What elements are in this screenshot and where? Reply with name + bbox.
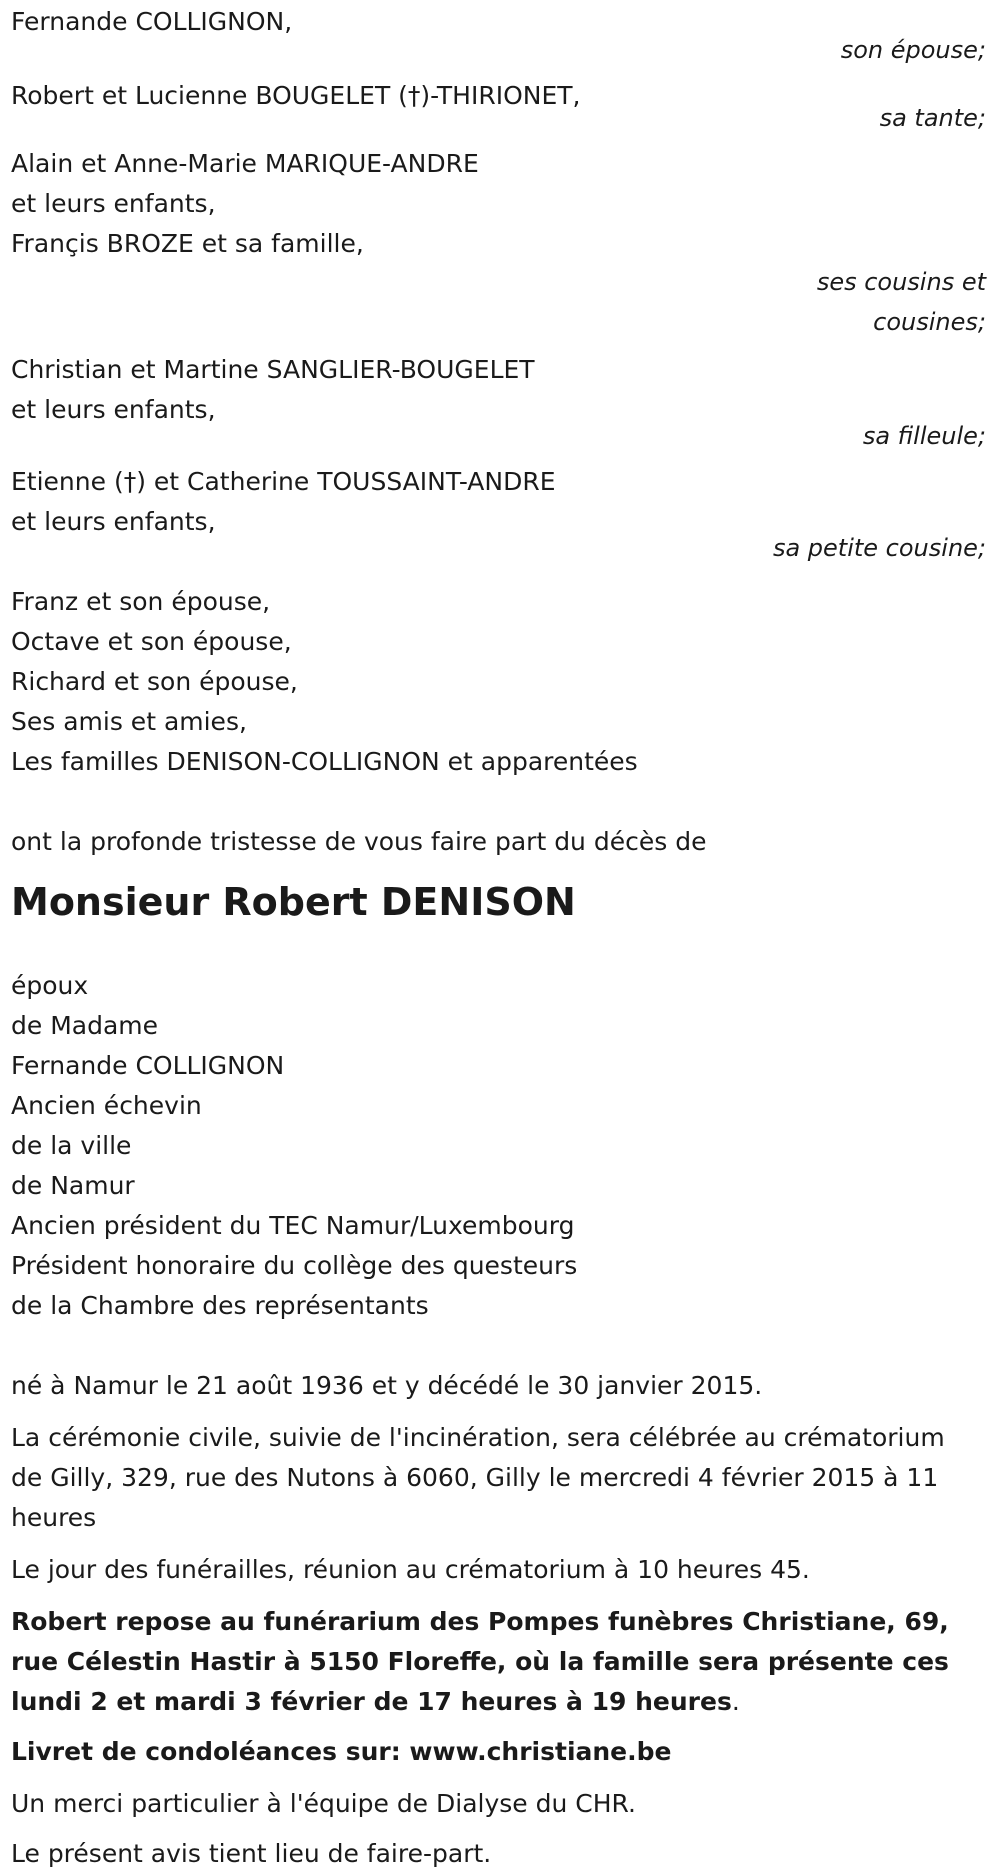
titles-list (11, 966, 988, 1326)
title-line: Fernande COLLIGNON (11, 1051, 285, 1080)
family-line: et leurs enfants, (11, 507, 216, 536)
family-line: et leurs enfants, (11, 395, 216, 424)
relation-label: son épouse; (840, 36, 986, 64)
relation-label: cousines; (873, 308, 986, 336)
others-list (11, 582, 988, 782)
title-line: de la ville (11, 1131, 132, 1160)
title-line: de la Chambre des représentants (11, 1291, 429, 1320)
family-line: Robert et Lucienne BOUGELET (†)-THIRIONET, (11, 81, 581, 110)
title-line: Ancien président du TEC Namur/Luxembourg (11, 1211, 575, 1240)
visitation-info (11, 1602, 986, 1722)
others-line: Richard et son épouse, (11, 667, 298, 696)
relation-label: ses cousins et (816, 268, 986, 296)
family-line: Etienne (†) et Catherine TOUSSAINT-ANDRE (11, 467, 556, 496)
family-line: Christian et Martine SANGLIER-BOUGELET (11, 355, 535, 384)
birth-death: né à Namur le 21 août 1936 et y décédé le 30 janvier 2015. (11, 1371, 763, 1400)
condolences-link[interactable]: Livret de condoléances sur: www.christiane.be (11, 1737, 672, 1766)
thanks-note: Un merci particulier à l'équipe de Dialyse du CHR. (11, 1789, 636, 1818)
others-line: Franz et son épouse, (11, 587, 271, 616)
family-group (11, 144, 988, 342)
visitation-bold: Robert repose au funérarium des Pompes funèbres Christiane, 69, rue Célestin Hastir à 5150 Floreffe, où la famille sera présente ces lundi 2 et mardi 3 février de 17 heures à 19 heures (11, 1607, 949, 1716)
others-line: Les familles DENISON-COLLIGNON et apparentées (11, 747, 638, 776)
title-line: époux (11, 971, 89, 1000)
family-group (11, 2, 988, 70)
relation-label: sa filleule; (862, 422, 986, 450)
notice-note: Le présent avis tient lieu de faire-part. (11, 1839, 492, 1868)
family-group (11, 350, 988, 456)
relation-label: sa tante; (879, 104, 986, 132)
title-line: Président honoraire du collège des questeurs (11, 1251, 578, 1280)
title-line: de Madame (11, 1011, 159, 1040)
family-group (11, 462, 988, 568)
family-group (11, 76, 988, 138)
announcement: ont la profonde tristesse de vous faire part du décès de (11, 827, 707, 856)
family-line: Françis BROZE et sa famille, (11, 229, 364, 258)
title-line: Ancien échevin (11, 1091, 202, 1120)
visitation-end: . (731, 1687, 740, 1716)
others-line: Octave et son épouse, (11, 627, 292, 656)
title-line: de Namur (11, 1171, 135, 1200)
family-line: Alain et Anne-Marie MARIQUE-ANDRE (11, 149, 479, 178)
deceased-name: Monsieur Robert DENISON (11, 880, 576, 924)
family-line: Fernande COLLIGNON, (11, 7, 293, 36)
family-line: et leurs enfants, (11, 189, 216, 218)
meeting-info: Le jour des funérailles, réunion au crématorium à 10 heures 45. (11, 1555, 810, 1584)
relation-label: sa petite cousine; (772, 534, 986, 562)
obituary-notice (0, 2, 1000, 1874)
ceremony-info: La cérémonie civile, suivie de l'incinération, sera célébrée au crématorium de Gilly, 329, rue des Nutons à 6060, Gilly le mercredi 4 février 2015 à 11 heures (11, 1423, 945, 1532)
others-line: Ses amis et amies, (11, 707, 247, 736)
